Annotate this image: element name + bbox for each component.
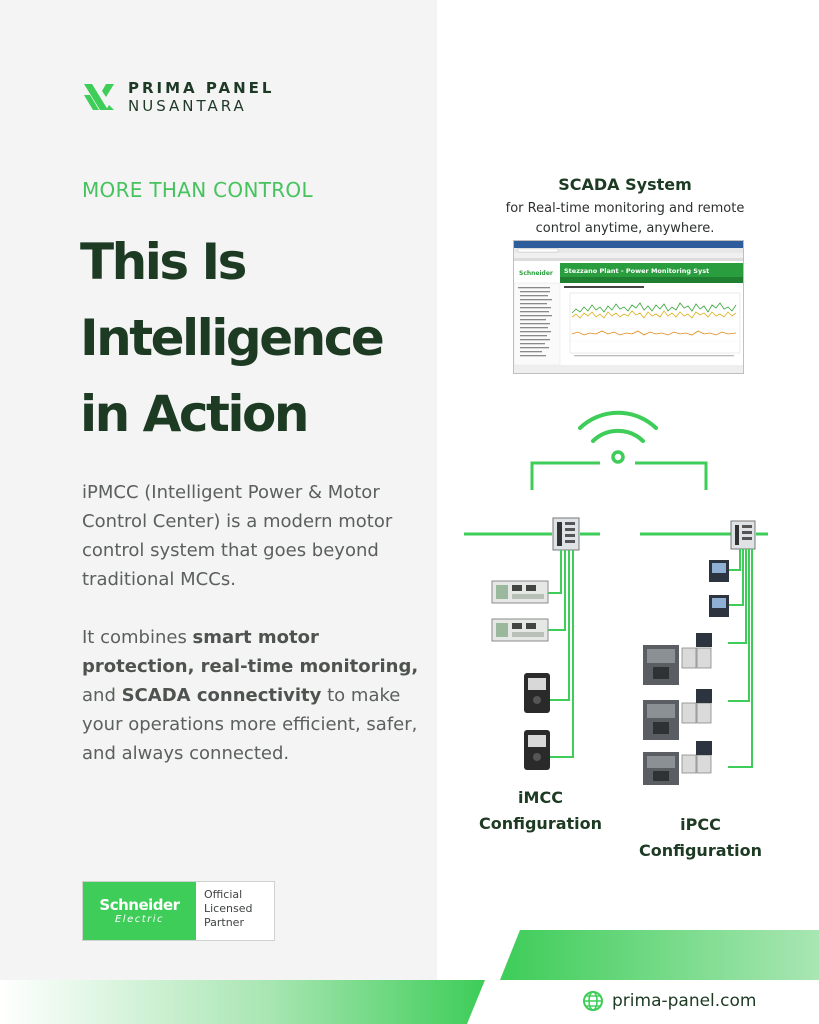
right-decorative-band bbox=[500, 930, 819, 980]
circuit-breaker bbox=[643, 633, 712, 685]
brand-logo bbox=[82, 80, 274, 114]
imcc-network-switch bbox=[553, 518, 579, 550]
scada-subtitle: for Real-time monitoring and remote control anytime, anywhere. bbox=[505, 201, 745, 236]
scada-title: SCADA System bbox=[558, 175, 692, 194]
headline-line: in Action bbox=[80, 385, 307, 443]
brand-name-line1: PRIMA PANEL bbox=[128, 78, 275, 97]
scada-screenshot-image bbox=[514, 241, 744, 374]
electric-logo-text: Electric bbox=[114, 913, 165, 925]
motor-protection-module bbox=[492, 581, 548, 603]
schneider-logo-text: Schneider bbox=[99, 895, 180, 914]
network-diagram bbox=[440, 395, 819, 785]
circuit-breaker bbox=[643, 741, 712, 785]
website-link[interactable] bbox=[582, 990, 757, 1012]
body-text-segment: It combines bbox=[82, 627, 193, 648]
variable-speed-drive bbox=[524, 673, 550, 713]
prima-panel-logo-mark bbox=[82, 80, 116, 114]
scada-screenshot bbox=[513, 240, 744, 374]
headline bbox=[80, 224, 420, 452]
partner-text: Official Licensed Partner bbox=[204, 888, 253, 929]
body-text-bold: smart motor protection, real-time monitoring, bbox=[82, 627, 419, 677]
wifi-icon bbox=[580, 413, 656, 462]
body-paragraph-1: iPMCC (Intelligent Power & Motor Control Center) is a modern motor control system that goes beyond traditional MCCs. bbox=[82, 482, 393, 590]
website-text[interactable]: prima-panel.com bbox=[612, 991, 757, 1011]
schneider-partner-badge bbox=[82, 881, 275, 941]
screenshot-logo-text: Schneider bbox=[519, 270, 553, 277]
ipcc-configuration-label: iPCC Configuration bbox=[638, 815, 763, 860]
body-copy bbox=[82, 478, 422, 768]
body-paragraph-2 bbox=[82, 623, 422, 768]
schneider-electric-logo bbox=[83, 882, 196, 940]
eyebrow-text: MORE THAN CONTROL bbox=[82, 178, 313, 202]
motor-protection-module bbox=[492, 619, 548, 641]
body-text-segment: and bbox=[82, 685, 122, 706]
body-text-segment: to make your operations more efficient, safer, and always connected. bbox=[82, 685, 418, 764]
globe-icon bbox=[582, 990, 604, 1012]
power-meter bbox=[709, 595, 729, 617]
ipcc-network-switch bbox=[731, 521, 755, 549]
body-text-bold: SCADA connectivity bbox=[121, 685, 322, 706]
power-meter bbox=[709, 560, 729, 582]
imcc-configuration-label: iMCC Configuration bbox=[478, 788, 603, 833]
brand-name-line2: NUSANTARA bbox=[128, 96, 247, 115]
variable-speed-drive bbox=[524, 730, 550, 770]
headline-line: This Is bbox=[80, 233, 245, 291]
screenshot-header-text: Stezzano Plant - Power Monitoring Syst bbox=[564, 267, 710, 275]
headline-line: Intelligence bbox=[80, 309, 383, 367]
circuit-breaker bbox=[643, 689, 712, 740]
